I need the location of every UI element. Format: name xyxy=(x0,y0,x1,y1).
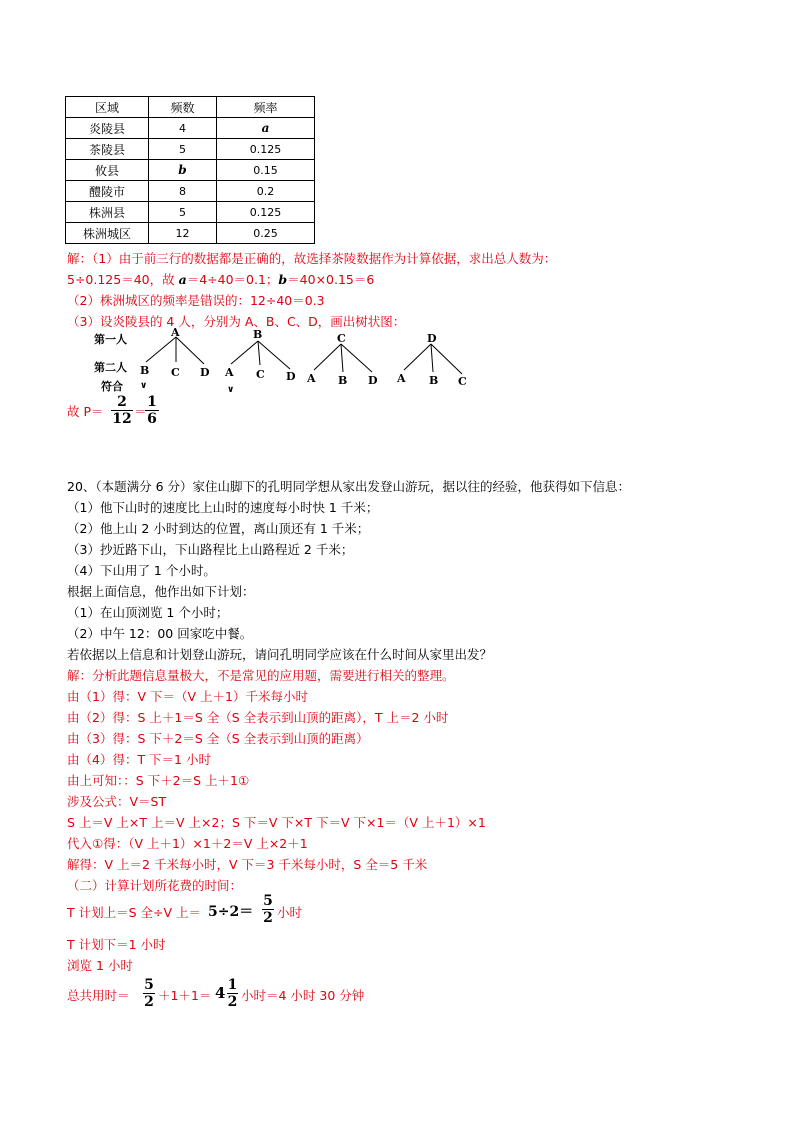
time-up-fraction xyxy=(262,893,274,926)
tree-row-label-second: 第二人 xyxy=(94,361,127,374)
table-cell: 株洲县 xyxy=(66,202,149,223)
variable-b: b xyxy=(278,272,288,287)
fraction-numerator: 5 xyxy=(263,893,273,909)
mixed-number-fraction xyxy=(227,977,238,1010)
table-cell: 12 xyxy=(149,223,217,244)
table-cell: 攸县 xyxy=(66,160,149,181)
solution-text: 5÷0.125＝40，故 xyxy=(67,272,179,287)
table-cell: 0.2 xyxy=(217,181,315,202)
tree-child-node: C xyxy=(256,368,265,381)
solution2-line: 由（3）得：S 下＋2＝S 全（S 全表示到山顶的距离） xyxy=(67,731,369,746)
tree-child-node: B xyxy=(140,364,150,377)
tree-child-node: D xyxy=(368,374,378,387)
solution2-line: S 上＝V 上×T 上＝V 上×2；S 下＝V 下×T 下＝V 下×1＝（V 上＋1）×1 xyxy=(67,815,486,830)
question-20-title: 20、（本题满分 6 分）家住山脚下的孔明同学想从家出发登山游玩，据以往的经验，他获得如下信息： xyxy=(67,479,631,494)
header-cell: 区域 xyxy=(66,97,149,118)
fraction-denominator: 6 xyxy=(147,411,157,427)
tree-row-label-first: 第一人 xyxy=(94,333,127,346)
tree-row-label-match: 符合 xyxy=(101,380,123,393)
browse-time-line: 浏览 1 小时 xyxy=(67,958,133,973)
table-cell: 0.15 xyxy=(217,160,315,181)
total-time-label: 总共用时＝ xyxy=(67,988,130,1003)
fraction-numerator: 1 xyxy=(227,977,238,993)
probability-fraction-2 xyxy=(145,394,159,427)
fraction-numerator: 1 xyxy=(147,394,157,410)
tree-child-node: B xyxy=(429,374,439,387)
tree-branch-line xyxy=(258,341,260,365)
table-cell: 0.125 xyxy=(217,139,315,160)
question-ask: 若依据以上信息和计划登山游玩，请问孔明同学应该在什么时间从家里出发？ xyxy=(67,647,493,662)
plan-item-1: （1）在山顶浏览 1 个小时； xyxy=(67,605,229,620)
fraction-denominator: 2 xyxy=(144,994,154,1010)
solution-line-4: （3）设炎陵县的 4 人，分别为 A、B、C、D，画出树状图： xyxy=(67,314,406,329)
tree-branch-line xyxy=(431,344,462,374)
table-cell: b xyxy=(149,160,217,181)
tree-root-node: B xyxy=(253,328,263,341)
tree-child-node: C xyxy=(458,375,467,388)
table-cell: a xyxy=(217,118,315,139)
table-cell: 炎陵县 xyxy=(66,118,149,139)
tree-branch-line xyxy=(231,341,258,364)
info-item-4: （4）下山用了 1 个小时。 xyxy=(67,563,216,578)
tree-branch-line xyxy=(431,344,433,372)
table-cell: 醴陵市 xyxy=(66,181,149,202)
solution-text: ＝40×0.15＝6 xyxy=(287,272,375,287)
fraction-numerator: 2 xyxy=(117,394,127,410)
solution2-line: 解：分析此题信息量极大，不是常见的应用题，需要进行相关的整理。 xyxy=(67,668,455,683)
table-cell: 8 xyxy=(149,181,217,202)
match-check-mark: ∨ xyxy=(227,385,235,395)
total-time-result: 小时＝4 小时 30 分钟 xyxy=(241,988,365,1003)
time-up-label: T 计划上＝S 全÷V 上＝ xyxy=(67,905,202,920)
tree-child-node: C xyxy=(171,366,180,379)
fraction-denominator: 2 xyxy=(227,994,238,1010)
solution-line-3: （2）株洲城区的频率是错误的：12÷40＝0.3 xyxy=(67,293,325,308)
header-cell: 频率 xyxy=(217,97,315,118)
tree-root-node: C xyxy=(337,332,346,345)
table-cell: 株洲城区 xyxy=(66,223,149,244)
fraction-denominator: 12 xyxy=(112,411,132,427)
tree-root-node: A xyxy=(171,326,180,339)
tree-branch-line xyxy=(404,344,431,370)
total-time-plus: ＋1＋1＝ xyxy=(158,988,212,1003)
tree-branch-line xyxy=(341,344,372,372)
mixed-number-whole: 4 xyxy=(215,984,226,1002)
tree-branch-line xyxy=(176,337,204,364)
table-cell: 0.125 xyxy=(217,202,315,223)
solution2-line: 由（1）得：V 下＝（V 上＋1）千米每小时 xyxy=(67,689,308,704)
tree-child-node: D xyxy=(200,366,210,379)
tree-branch-line xyxy=(314,344,341,370)
plan-item-2: （2）中午 12：00 回家吃中餐。 xyxy=(67,626,253,641)
solution-text: ＝4÷40＝0.1； xyxy=(186,272,279,287)
solution2-line: 涉及公式：V＝ST xyxy=(67,794,167,809)
total-time-fraction xyxy=(143,977,155,1010)
tree-branch-line xyxy=(146,337,176,362)
time-up-expr: 5÷2＝ xyxy=(208,904,254,920)
tree-branch-line xyxy=(341,344,343,372)
fraction-numerator: 5 xyxy=(144,977,154,993)
plan-intro: 根据上面信息，他作出如下计划： xyxy=(67,584,255,599)
tree-child-node: D xyxy=(286,370,296,383)
table-cell: 4 xyxy=(149,118,217,139)
equals-sign: ＝ xyxy=(134,404,147,419)
time-up-unit: 小时 xyxy=(277,905,303,920)
fraction-denominator: 2 xyxy=(263,910,273,926)
tree-branch-line xyxy=(258,341,290,369)
table-cell: 0.25 xyxy=(217,223,315,244)
info-item-2: （2）他上山 2 小时到达的位置，离山顶还有 1 千米； xyxy=(67,521,370,536)
match-check-mark: ∨ xyxy=(140,381,148,391)
solution2-line: 由（2）得：S 上＋1＝S 全（S 全表示到山顶的距离），T 上＝2 小时 xyxy=(67,710,449,725)
table-cell: 5 xyxy=(149,139,217,160)
tree-child-node: A xyxy=(307,372,316,385)
solution2-line: 由（4）得：T 下＝1 小时 xyxy=(67,752,211,767)
solution2-line: 解得：V 上＝2 千米每小时，V 下＝3 千米每小时，S 全＝5 千米 xyxy=(67,857,428,872)
tree-branches xyxy=(0,0,794,420)
tree-child-node: A xyxy=(397,372,406,385)
solution2-line: 由上可知：：S 下＋2＝S 上＋1① xyxy=(67,773,250,788)
info-item-1: （1）他下山时的速度比上山时的速度每小时快 1 千米； xyxy=(67,500,379,515)
tree-child-node: B xyxy=(338,374,348,387)
probability-fraction-1 xyxy=(111,394,133,427)
info-item-3: （3）抄近路下山，下山路程比上山路程近 2 千米； xyxy=(67,542,354,557)
solution2-line: 代入①得：（V 上＋1）×1＋2＝V 上×2＋1 xyxy=(67,836,308,851)
probability-prefix: 故 P＝ xyxy=(67,404,104,419)
table-cell: 5 xyxy=(149,202,217,223)
solution-line-1: 解：（1）由于前三行的数据都是正确的，故选择茶陵数据作为计算依据，求出总人数为： xyxy=(67,251,557,266)
tree-root-node: D xyxy=(427,332,437,345)
tree-child-node: A xyxy=(225,366,234,379)
time-down-line: T 计划下＝1 小时 xyxy=(67,937,166,952)
variable-a: a xyxy=(178,272,187,287)
solution2-line: （二）计算计划所花费的时间： xyxy=(67,878,243,893)
header-cell: 频数 xyxy=(149,97,217,118)
table-cell: 茶陵县 xyxy=(66,139,149,160)
